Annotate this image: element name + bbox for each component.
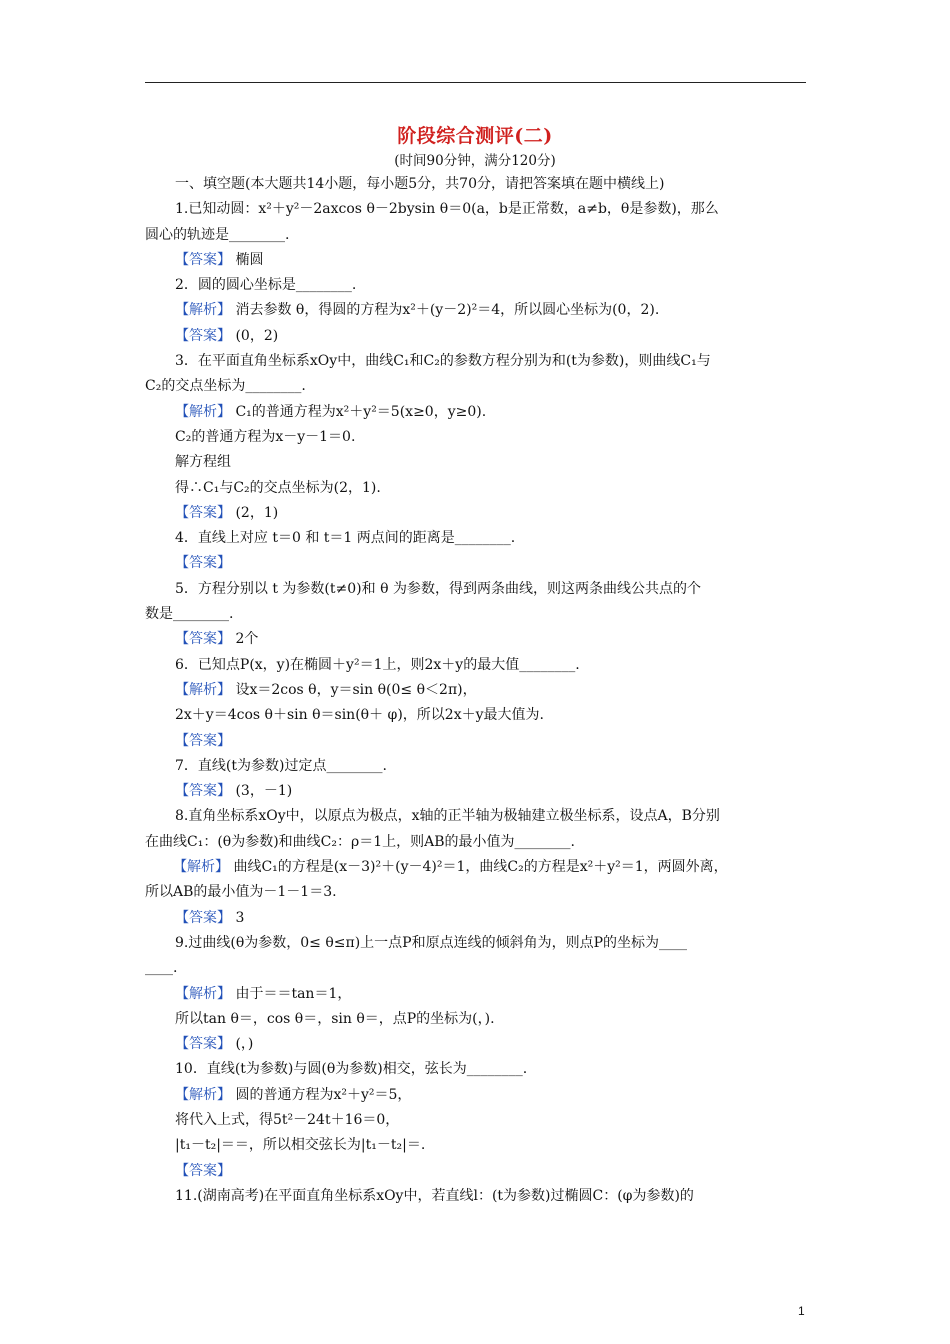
line-text: 所以tan θ＝，cos θ＝，sin θ＝，点P的坐标为(，). [175, 1010, 495, 1027]
text-line [145, 476, 806, 501]
line-text: 将代入上式，得5t²－24t＋16＝0， [175, 1111, 400, 1128]
header-rule [145, 82, 806, 83]
text-line [145, 982, 806, 1007]
answer-tag: 【答案】 [175, 631, 231, 648]
text-line [145, 956, 806, 981]
line-text: 解方程组 [175, 454, 231, 471]
line-text: 10．直线(t为参数)与圆(θ为参数)相交，弦长为________. [175, 1061, 528, 1078]
text-line [145, 729, 806, 754]
line-text: 2个 [231, 631, 259, 648]
answer-tag: 【答案】 [175, 732, 231, 749]
text-line [145, 1057, 806, 1082]
line-text: 4．直线上对应 t＝0 和 t＝1 两点间的距离是________. [175, 530, 516, 547]
text-line [145, 425, 806, 450]
text-line [145, 197, 806, 222]
text-line [145, 804, 806, 829]
text-line [145, 1184, 806, 1209]
line-text: (3，－1) [231, 783, 293, 800]
line-text: 圆心的轨迹是________. [145, 226, 290, 243]
line-text: 在曲线C₁：(θ为参数)和曲线C₂：ρ＝1上，则AB的最小值为________. [145, 833, 575, 850]
text-line [145, 223, 806, 248]
line-text: 1.已知动圆：x²＋y²－2axcos θ－2bysin θ＝0(a，b是正常数，a≠b，θ是参数)，那么 [175, 201, 719, 218]
answer-tag: 【答案】 [175, 909, 231, 926]
text-line [145, 678, 806, 703]
text-line [145, 906, 806, 931]
text-line [145, 577, 806, 602]
line-text: 数是________. [145, 606, 234, 623]
text-line [145, 1032, 806, 1057]
text-line [145, 703, 806, 728]
text-line [145, 653, 806, 678]
line-text: C₁的普通方程为x²＋y²＝5(x≥0，y≥0). [231, 403, 487, 420]
page-title: 阶段综合测评(二) [397, 125, 553, 147]
line-text: 由于＝＝tan＝1， [231, 985, 352, 1002]
line-text: 2x＋y＝4cos θ＋sin θ＝sin(θ＋ φ)，所以2x＋y最大值为. [175, 707, 544, 724]
text-line [145, 248, 806, 273]
text-line [145, 779, 806, 804]
text-line [145, 1108, 806, 1133]
text-line [145, 855, 806, 880]
page-number: 1 [798, 1304, 805, 1318]
line-text: 所以AB的最小值为－1－1＝3. [145, 884, 337, 901]
text-line [145, 298, 806, 323]
text-line [145, 400, 806, 425]
text-line [145, 931, 806, 956]
text-line [145, 349, 806, 374]
text-line [145, 526, 806, 551]
text-line [145, 880, 806, 905]
analysis-tag: 【解析】 [175, 403, 231, 420]
line-text: 6．已知点P(x，y)在椭圆＋y²＝1上，则2x＋y的最大值________. [175, 656, 580, 673]
line-text: C₂的普通方程为x－y－1＝0. [175, 428, 356, 445]
answer-tag: 【答案】 [175, 327, 231, 344]
line-text: 一、填空题(本大题共14小题，每小题5分，共70分，请把答案填在题中横线上) [175, 176, 665, 192]
answer-tag: 【答案】 [175, 251, 231, 268]
document-body [145, 172, 806, 1209]
text-line [145, 324, 806, 349]
text-line [145, 602, 806, 627]
line-text: C₂的交点坐标为________. [145, 378, 306, 395]
line-text: 消去参数 θ，得圆的方程为x²＋(y－2)²＝4，所以圆心坐标为(0，2). [231, 302, 660, 319]
line-text: 9.过曲线(θ为参数，0≤ θ≤π)上一点P和原点连线的倾斜角为，则点P的坐标为____ [175, 934, 687, 951]
analysis-tag: 【解析】 [173, 859, 229, 876]
line-text: |t₁－t₂|＝＝，所以相交弦长为|t₁－t₂|＝. [175, 1137, 426, 1154]
text-line [145, 450, 806, 475]
line-text: ____. [145, 960, 178, 977]
text-line [145, 1159, 806, 1184]
line-text: 3 [231, 909, 245, 926]
text-line [145, 754, 806, 779]
line-text: (2，1) [231, 504, 279, 521]
text-line [145, 1083, 806, 1108]
text-line [145, 1007, 806, 1032]
line-text: 5．方程分别以 t 为参数(t≠0)和 θ 为参数，得到两条曲线，则这两条曲线公共点的个 [175, 580, 701, 597]
answer-tag: 【答案】 [175, 1162, 231, 1179]
line-text: 设x＝2cos θ，y＝sin θ(0≤ θ＜2π)， [231, 681, 477, 698]
line-text: 得∴C₁与C₂的交点坐标为(2，1). [175, 479, 381, 496]
text-line [145, 374, 806, 399]
text-line [145, 627, 806, 652]
line-text: 11.(湖南高考)在平面直角坐标系xOy中，若直线l：(t为参数)过椭圆C：(φ为参数)的 [175, 1187, 694, 1204]
line-text: 圆的普通方程为x²＋y²＝5， [231, 1086, 412, 1103]
line-text: 7．直线(t为参数)过定点________. [175, 757, 387, 774]
analysis-tag: 【解析】 [175, 302, 231, 319]
text-line [145, 1133, 806, 1158]
line-text: 椭圆 [231, 251, 264, 268]
line-text: 8.直角坐标系xOy中，以原点为极点，x轴的正半轴为极轴建立极坐标系，设点A，B分别 [175, 808, 720, 825]
analysis-tag: 【解析】 [175, 985, 231, 1002]
text-line [145, 551, 806, 576]
analysis-tag: 【解析】 [175, 681, 231, 698]
answer-tag: 【答案】 [175, 1036, 231, 1053]
answer-tag: 【答案】 [175, 555, 231, 572]
line-text: 2．圆的圆心坐标是________. [175, 277, 357, 294]
line-text: 3．在平面直角坐标系xOy中，曲线C₁和C₂的参数方程分别为和(t为参数)，则曲线C₁与 [175, 353, 711, 370]
text-line [145, 273, 806, 298]
text-line [145, 172, 806, 197]
line-text: 曲线C₁的方程是(x－3)²＋(y－4)²＝1，曲线C₂的方程是x²＋y²＝1，两圆外离， [229, 859, 728, 876]
line-text: (0，2) [231, 327, 279, 344]
text-line [145, 830, 806, 855]
page-subtitle: (时间90分钟，满分120分) [394, 153, 556, 169]
analysis-tag: 【解析】 [175, 1086, 231, 1103]
answer-tag: 【答案】 [175, 783, 231, 800]
answer-tag: 【答案】 [175, 504, 231, 521]
line-text: (，) [231, 1036, 254, 1053]
text-line [145, 501, 806, 526]
